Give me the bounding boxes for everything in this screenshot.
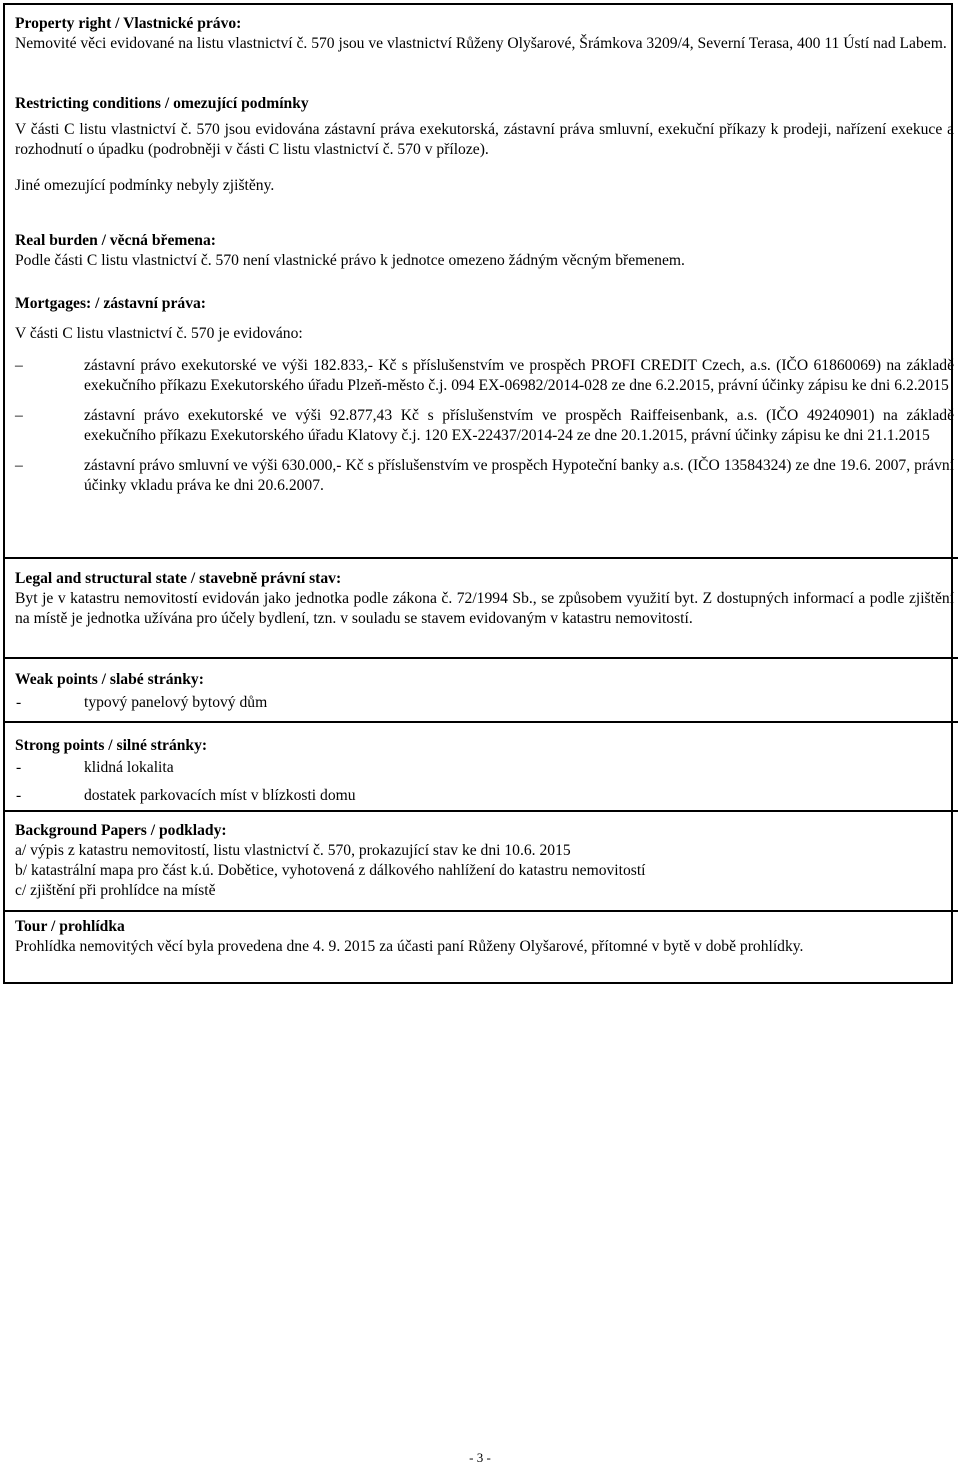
- dash-bullet: –: [15, 357, 23, 374]
- section-weak-points: [5, 657, 958, 713]
- list-item-text: zástavní právo exekutorské ve výši 182.833,- Kč s příslušenstvím ve prospěch PROFI CREDIT Czech, a.s. (IČO 61860069) na základě exekučního příkazu Exekutorského úřadu Plzeň-město č.j. 094 EX-06982/2014-028 ze dne 6.2.2015, právní účinky zápisu ke dni 6.2.2015: [84, 357, 954, 394]
- section-heading: Real burden / věcná břemena:: [15, 232, 216, 249]
- section-heading: Background Papers / podklady:: [15, 822, 227, 839]
- section-tour: [5, 910, 958, 957]
- section-text: Podle části C listu vlastnictví č. 570 není vlastnické právo k jednotce omezeno žádným věcným břemenem.: [15, 252, 685, 269]
- hyphen-bullet: -: [16, 694, 22, 711]
- section-text: Nemovité věci evidované na listu vlastnictví č. 570 jsou ve vlastnictví Růženy Olyšarové, Šrámkova 3209/4, Severní Terasa, 400 11 Ústí nad Labem.: [15, 35, 947, 52]
- hyphen-bullet: -: [16, 759, 22, 776]
- list-item-text: dostatek parkovacích míst v blízkosti domu: [84, 787, 356, 804]
- list-item: [15, 406, 954, 446]
- section-heading: Legal and structural state / stavebně právní stav:: [15, 570, 342, 587]
- list-item: [15, 693, 954, 713]
- section-strong-points: [5, 721, 958, 806]
- list-item-text: zástavní právo smluvní ve výši 630.000,- Kč s příslušenstvím ve prospěch Hypoteční banky a.s. (IČO 13584324) ze dne 19.6. 2007, právní účinky vkladu práva ke dni 20.6.2007.: [84, 457, 954, 494]
- list-item-text: typový panelový bytový dům: [84, 694, 268, 711]
- dash-bullet: –: [15, 457, 23, 474]
- list-item: [15, 758, 954, 778]
- section-mortgages: [5, 294, 958, 496]
- section-heading: Weak points / slabé stránky:: [15, 671, 204, 688]
- list-item-text: klidná lokalita: [84, 759, 174, 776]
- section-background-papers: [5, 810, 958, 901]
- section-heading: Tour / prohlídka: [15, 918, 125, 935]
- section-heading: Strong points / silné stránky:: [15, 737, 208, 754]
- section-text: V části C listu vlastnictví č. 570 jsou evidována zástavní práva exekutorská, zástavní práva smluvní, exekuční příkazy k prodeji, nařízení exekuce a rozhodnutí o úpadku (podrobněji v části C listu vlastnictví č. 570 v příloze).: [15, 121, 954, 158]
- list-item: [15, 356, 954, 396]
- section-real-burden: [5, 231, 958, 271]
- section-heading: Mortgages: / zástavní práva:: [15, 295, 206, 312]
- section-property-right: [5, 14, 958, 54]
- section-text-secondary: Jiné omezující podmínky nebyly zjištěny.: [15, 177, 275, 194]
- dash-bullet: –: [15, 407, 23, 424]
- list-item: [15, 456, 954, 496]
- list-item: b/ katastrální mapa pro část k.ú. Dobětice, vyhotovená z dálkového nahlížení do katastru nemovitostí: [15, 862, 646, 879]
- section-legal-state: [5, 557, 958, 629]
- section-text: Prohlídka nemovitých věcí byla provedena dne 4. 9. 2015 za účasti paní Růženy Olyšarové, přítomné v bytě v době prohlídky.: [15, 938, 804, 955]
- page-number: - 3 -: [469, 1450, 491, 1465]
- section-intro: V části C listu vlastnictví č. 570 je evidováno:: [15, 325, 303, 342]
- list-item-text: zástavní právo exekutorské ve výši 92.877,43 Kč s příslušenstvím ve prospěch Raiffeisenbank, a.s. (IČO 49240901) na základě exekučního příkazu Exekutorského úřadu Klatovy č.j. 120 EX-22437/2014-24 ze dne 20.1.2015, právní účinky zápisu ke dni 21.1.2015: [84, 407, 954, 444]
- list-item: c/ zjištění při prohlídce na místě: [15, 882, 216, 899]
- section-restricting-conditions: [5, 94, 958, 196]
- hyphen-bullet: -: [16, 787, 22, 804]
- list-item: [15, 786, 954, 806]
- list-item: a/ výpis z katastru nemovitostí, listu vlastnictví č. 570, prokazující stav ke dni 10.6. 2015: [15, 842, 571, 859]
- document-frame: [3, 3, 953, 984]
- section-text: Byt je v katastru nemovitostí evidován jako jednotka podle zákona č. 72/1994 Sb., se způsobem využití byt. Z dostupných informací a podle zjištění na místě je jednotka užívána pro účely bydlení, tzn. v souladu se stavem evidovaným v katastru nemovitostí.: [15, 590, 954, 627]
- section-heading: Property right / Vlastnické právo:: [15, 15, 242, 32]
- section-heading: Restricting conditions / omezující podmínky: [15, 95, 309, 112]
